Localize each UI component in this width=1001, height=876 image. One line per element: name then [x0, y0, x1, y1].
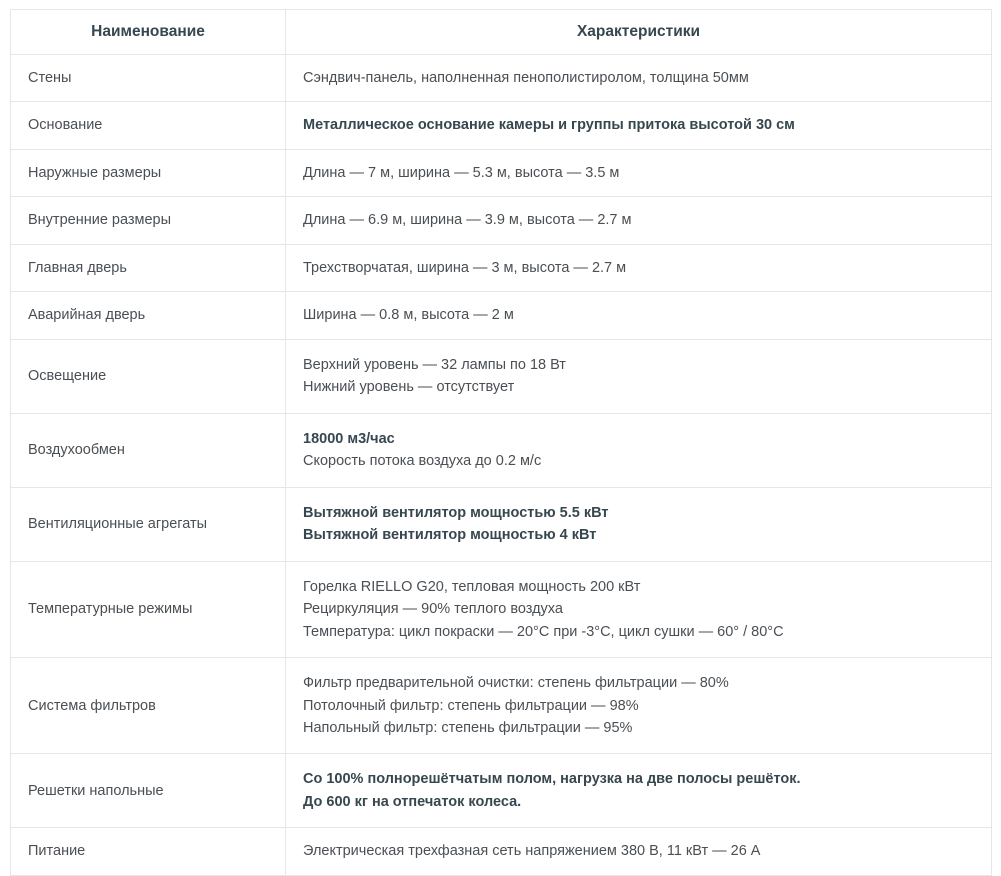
row-name-cell: Решетки напольные — [11, 754, 286, 828]
column-header-characteristics: Характеристики — [286, 10, 992, 55]
row-value-line: Ширина — 0.8 м, высота — 2 м — [303, 307, 514, 324]
row-value-line: Потолочный фильтр: степень фильтрации — 98% — [303, 697, 639, 714]
row-name-cell: Главная дверь — [11, 244, 286, 291]
row-value-line: До 600 кг на отпечаток колеса. — [303, 793, 522, 810]
row-value-line: Напольный фильтр: степень фильтрации — 95% — [303, 719, 633, 736]
table-header — [11, 10, 992, 55]
table-row — [11, 292, 992, 339]
table-row — [11, 828, 992, 875]
row-value-line: Фильтр предварительной очистки: степень фильтрации — 80% — [303, 675, 729, 692]
row-name-cell: Аварийная дверь — [11, 292, 286, 339]
row-value-line: Скорость потока воздуха до 0.2 м/с — [303, 453, 542, 470]
table-row — [11, 487, 992, 561]
row-value-line: 18000 м3/час — [303, 430, 395, 447]
table-row — [11, 102, 992, 149]
row-value-cell — [286, 339, 992, 413]
row-name-cell: Воздухообмен — [11, 413, 286, 487]
table-row — [11, 197, 992, 244]
table-body — [11, 55, 992, 876]
row-value-cell — [286, 55, 992, 102]
row-name-cell: Стены — [11, 55, 286, 102]
row-name-cell: Питание — [11, 828, 286, 875]
row-value-line: Сэндвич-панель, наполненная пенополистиролом, толщина 50мм — [303, 70, 749, 86]
row-value-cell — [286, 658, 992, 754]
row-value-line: Длина — 6.9 м, ширина — 3.9 м, высота — 2.7 м — [303, 212, 632, 229]
table-row — [11, 754, 992, 828]
row-value-cell — [286, 197, 992, 244]
row-value-cell — [286, 102, 992, 149]
row-value-line: Вытяжной вентилятор мощностью 4 кВт — [303, 527, 597, 544]
row-value-line: Нижний уровень — отсутствует — [303, 379, 515, 396]
table-row — [11, 149, 992, 196]
row-value-cell — [286, 244, 992, 291]
table-row — [11, 561, 992, 657]
row-name-cell: Наружные размеры — [11, 149, 286, 196]
row-value-line: Трехстворчатая, ширина — 3 м, высота — 2.7 м — [303, 259, 627, 276]
table-row — [11, 413, 992, 487]
row-value-cell — [286, 487, 992, 561]
row-value-line: Температура: цикл покраски — 20°C при -3°C, цикл сушки — 60° / 80°C — [303, 623, 784, 640]
row-value-cell — [286, 292, 992, 339]
row-value-line: Металлическое основание камеры и группы притока высотой 30 см — [303, 117, 795, 134]
row-name-cell: Основание — [11, 102, 286, 149]
table-row — [11, 244, 992, 291]
table-row — [11, 339, 992, 413]
row-value-cell — [286, 828, 992, 875]
row-value-cell — [286, 754, 992, 828]
row-value-line: Электрическая трехфазная сеть напряжением 380 В, 11 кВт — 26 А — [303, 843, 761, 860]
table-row — [11, 55, 992, 102]
row-name-cell: Освещение — [11, 339, 286, 413]
row-name-cell: Температурные режимы — [11, 561, 286, 657]
row-value-cell — [286, 561, 992, 657]
row-value-line: Длина — 7 м, ширина — 5.3 м, высота — 3.5 м — [303, 164, 620, 181]
row-value-cell — [286, 149, 992, 196]
table-header-row — [11, 10, 992, 55]
specifications-table — [10, 9, 992, 876]
row-name-cell: Вентиляционные агрегаты — [11, 487, 286, 561]
row-name-cell: Система фильтров — [11, 658, 286, 754]
row-name-cell: Внутренние размеры — [11, 197, 286, 244]
table-row — [11, 658, 992, 754]
row-value-line: Горелка RIELLO G20, тепловая мощность 200 кВт — [303, 578, 641, 595]
column-header-name: Наименование — [11, 10, 286, 55]
row-value-line: Вытяжной вентилятор мощностью 5.5 кВт — [303, 504, 609, 521]
row-value-line: Рециркуляция — 90% теплого воздуха — [303, 601, 563, 618]
row-value-line: Верхний уровень — 32 лампы по 18 Вт — [303, 356, 566, 373]
row-value-cell — [286, 413, 992, 487]
row-value-line: Со 100% полнорешётчатым полом, нагрузка на две полосы решёток. — [303, 771, 801, 788]
